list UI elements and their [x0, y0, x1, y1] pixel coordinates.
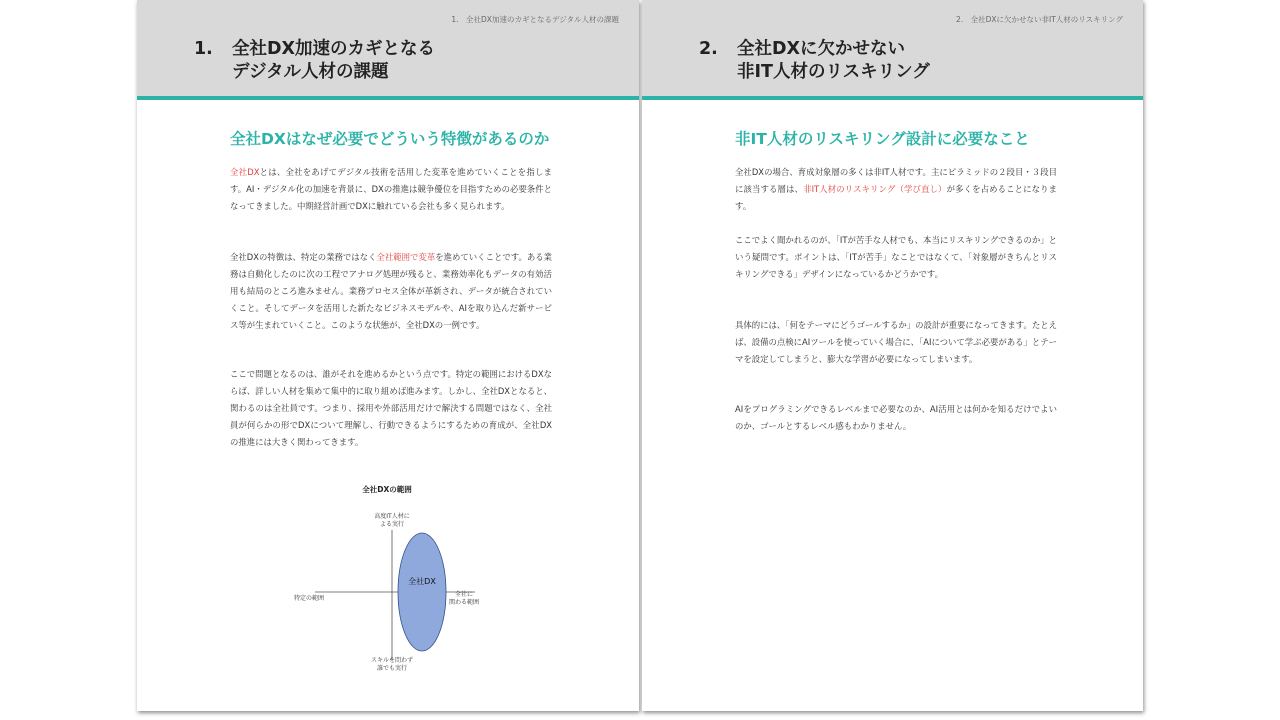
paragraph-text: 全社DXの特徴は、特定の業務ではなく [230, 252, 377, 262]
chapter-header [137, 0, 639, 100]
bottom-label-2: 誰でも実行 [376, 665, 408, 672]
chapter-title-line1: 全社DX加速のカギとなる [232, 39, 436, 59]
highlight-text: 非IT人材のリスキリング（学び直し） [803, 184, 947, 194]
bottom-label-1: スキルを問わず [371, 657, 413, 664]
paragraph-1 [230, 164, 552, 215]
paragraph-2: ここでよく聞かれるのが、「ITが苦手な人材でも、本当にリスキリングできるのか」という疑問です。ポイントは、「ITが苦手」なことではなくて、「対象層がきちんとリスキリングできる」デザインになっているかどうかです。 [735, 235, 1057, 279]
right-label-2: 関わる範囲 [448, 599, 480, 606]
highlight-text: 全社範囲で変革 [376, 252, 436, 262]
chapter-number: 1. [194, 39, 213, 59]
running-head: 2. 全社DXに欠かせない非IT人材のリスキリング [955, 15, 1123, 24]
top-label-2: よる実行 [379, 521, 405, 528]
section-title: 全社DXはなぜ必要でどういう特徴があるのか [230, 130, 550, 148]
paragraph-text: 全社DXの場合、育成対象層の多くは非IT人材です。主にピラミッドの２段目・３段目に該当する層は、 [735, 167, 1057, 194]
running-head: 1. 全社DX加速のカギとなるデジタル人材の課題 [451, 15, 619, 24]
paragraph-3: ここで問題となるのは、誰がそれを進めるかという点です。特定の範囲におけるDXならば、詳しい人材を集めて集中的に取り組めば進みます。しかし、全社DXとなると、関わるのは全社員です。つまり、採用や外部活用だけで解決する問題ではなく、全社員が何らかの形でDXについて理解し、行動できるようにするための育成が、全社DXの推進には大きく関わってきます。 [230, 369, 552, 447]
paragraph-text: が多くを占めることになります。 [735, 184, 1058, 211]
zensha-dx-ellipse [398, 533, 446, 651]
chapter-title-line2: デジタル人材の課題 [232, 62, 389, 82]
right-label-1: 全社に [454, 591, 474, 598]
paragraph-2 [230, 249, 552, 334]
left-label: 特定の範囲 [294, 595, 325, 602]
paragraph-text: とは、全社をあげてデジタル技術を活用した変革を進めていくことを指します。AI・デジタル化の加速を背景に、DXの推進は競争優位を目指すための必要条件となってきました。中期経営計画でDXに触れている会社も多く見られます。 [230, 167, 553, 211]
highlight-text: 全社DX [230, 167, 260, 177]
right-page [642, 0, 1143, 711]
chapter-title [699, 38, 930, 84]
scope-diagram [287, 478, 507, 678]
left-page [137, 0, 639, 711]
chapter-number: 2. [699, 39, 718, 59]
chapter-header [642, 0, 1143, 100]
chapter-title-line1: 全社DXに欠かせない [737, 39, 906, 59]
paragraph-4: AIをプログラミングできるレベルまで必要なのか、AI活用とは何かを知るだけでよいのか、ゴールとするレベル感もわかりません。 [735, 404, 1057, 431]
chapter-title [194, 38, 436, 84]
ellipse-label: 全社DX [408, 577, 436, 586]
scope-diagram-svg [287, 478, 507, 678]
diagram-title: 全社DXの範囲 [362, 485, 412, 494]
paragraph-text: を進めていくことです。ある業務は自動化したのに次の工程でアナログ処理が残ると、業務効率化もデータの有効活用も結局のところ進みません。業務プロセス全体が革新され、データが統合されていくこと。そしてデータを活用した新たなビジネスモデルや、AIを取り込んだ新サービス等が生まれていくこと。このような状態が、全社DXの一例です。 [230, 252, 553, 330]
paragraph-3: 具体的には、「何をテーマにどうゴールするか」の設計が重要になってきます。たとえば、設備の点検にAIツールを使っていく場合に、「AIについて学ぶ必要がある」とテーマを設定してしまうと、膨大な学習が必要になってしまいます。 [735, 320, 1057, 364]
chapter-title-line2: 非IT人材のリスキリング [737, 62, 930, 82]
top-label-1: 高度IT人材に [374, 513, 410, 520]
section-title: 非IT人材のリスキリング設計に必要なこと [735, 130, 1030, 148]
paragraph-1 [735, 164, 1057, 215]
